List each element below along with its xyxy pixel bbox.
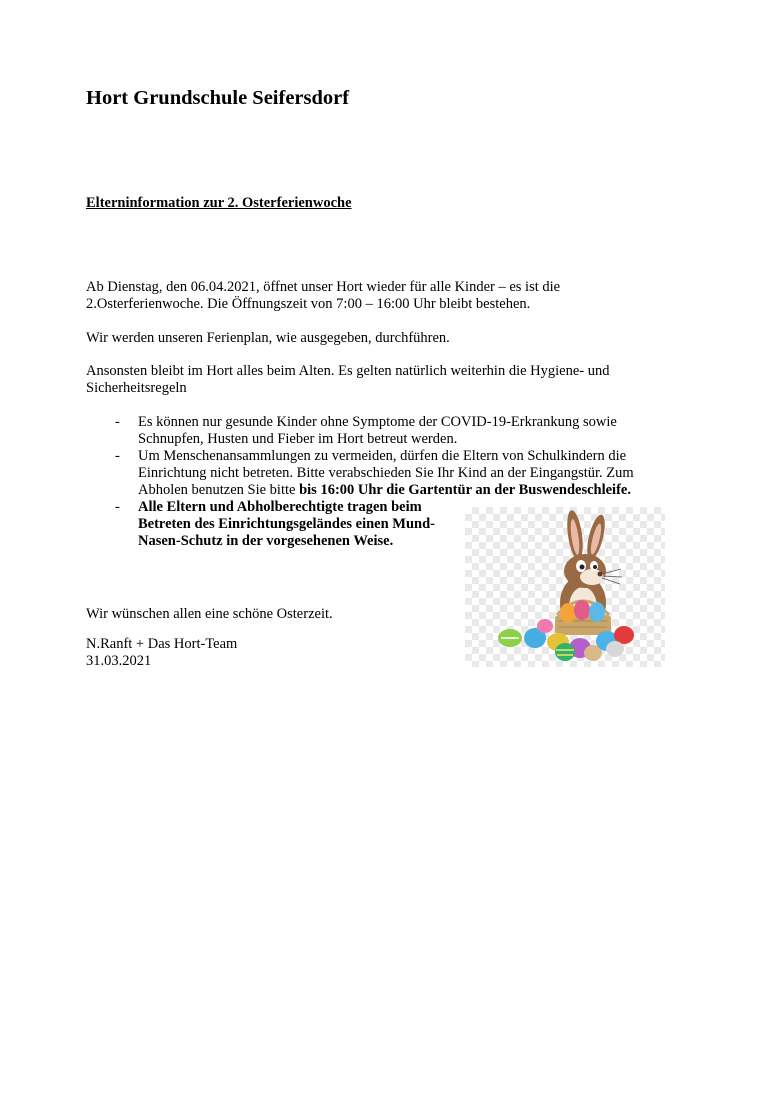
- list-item: [86, 448, 656, 499]
- bullet-3-line-1: Alle Eltern und Abholberechtigte tragen beim: [138, 499, 422, 515]
- closing-greeting: Wir wünschen allen eine schöne Osterzeit.: [86, 606, 333, 622]
- bullet-2-line-1: Um Menschenansammlungen zu vermeiden, dürfen die Eltern von Schulkindern die: [138, 448, 627, 464]
- bullet-3-line-2: Betreten des Einrichtungsgeländes einen Mund-: [138, 516, 436, 532]
- rules-line-2: Sicherheitsregeln: [86, 380, 187, 396]
- document-title: Hort Grundschule Seifersdorf: [86, 87, 350, 109]
- opening-line-1: Ab Dienstag, den 06.04.2021, öffnet unser Hort wieder für alle Kinder – es ist die: [86, 279, 561, 295]
- bullet-1-line-1: Es können nur gesunde Kinder ohne Symptome der COVID-19-Erkrankung sowie: [138, 414, 617, 430]
- list-dash: -: [115, 448, 120, 464]
- bullet-3-line-3: Nasen-Schutz in der vorgesehenen Weise.: [138, 533, 394, 549]
- document-subtitle: Elterninformation zur 2. Osterferienwoche: [86, 195, 352, 211]
- list-item: [86, 414, 656, 448]
- plan-paragraph: Wir werden unseren Ferienplan, wie ausgegeben, durchführen.: [86, 330, 450, 346]
- bullet-1-line-2: Schnupfen, Husten und Fieber im Hort betreut werden.: [138, 431, 458, 447]
- opening-paragraph: [86, 279, 646, 313]
- opening-line-2: 2.Osterferienwoche. Die Öffnungszeit von 7:00 – 16:00 Uhr bleibt bestehen.: [86, 296, 531, 312]
- list-dash: -: [115, 414, 120, 430]
- list-dash: -: [115, 499, 120, 515]
- bullet-2-line-3: Abholen benutzen Sie bitte: [138, 482, 296, 498]
- signature: N.Ranft + Das Hort-Team: [86, 636, 238, 652]
- bullet-2-line-2: Einrichtung nicht betreten. Bitte verabschieden Sie Ihr Kind an der Eingangstür. Zum: [138, 465, 634, 481]
- bullet-3-text: [138, 499, 458, 550]
- document-date: 31.03.2021: [86, 653, 152, 669]
- rules-line-1: Ansonsten bleibt im Hort alles beim Alten. Es gelten natürlich weiterhin die Hygiene- und: [86, 363, 610, 379]
- rules-paragraph: [86, 363, 646, 397]
- bullet-2-bold-text: bis 16:00 Uhr die Gartentür an der Buswendeschleife.: [299, 482, 631, 498]
